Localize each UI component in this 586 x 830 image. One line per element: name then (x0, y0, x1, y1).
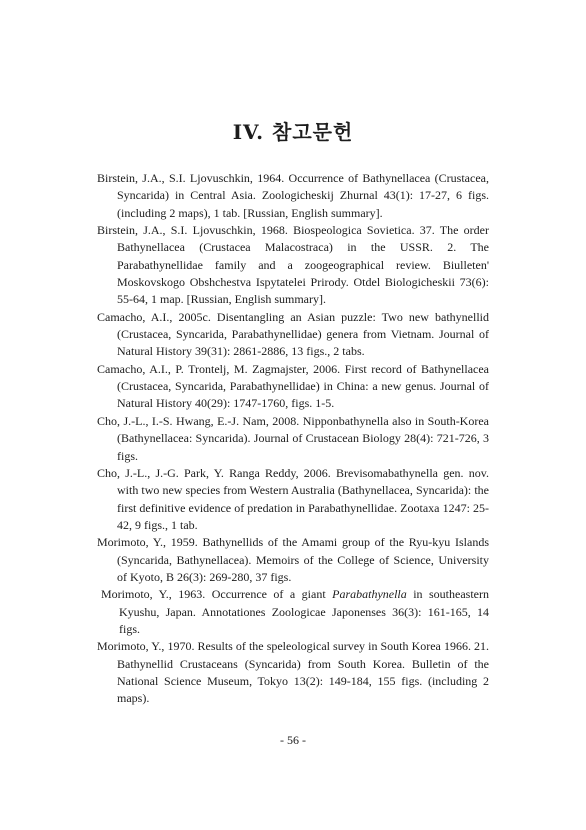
reference-item: Birstein, J.A., S.I. Ljovuschkin, 1968. Biospeologica Sovietica. 37. The order Bathynellacea (Crustacea Malacostraca) in the USSR. 2. The Parabathynellidae family and a zoogeographical review. Biulleten' Moskovskogo Obshchestva Ispytatelei Prirody. Otdel Biologicheskii 73(6): 55-64, 1 map. [Russian, English summary]. (97, 223, 489, 307)
reference-item: Morimoto, Y., 1959. Bathynellids of the Amami group of the Ryu-kyu Islands (Syncarida, Bathynellacea). Memoirs of the College of Science, University of Kyoto, B 26(3): 269-280, 37 figs. (97, 535, 489, 584)
reference-text: in southeastern Kyushu, Japan. Annotationes Zoologicae Japonenses 36(3): 161-165, 14 figs. (119, 587, 489, 636)
reference-item (97, 586, 489, 638)
reference-item: Morimoto, Y., 1970. Results of the speleological survey in South Korea 1966. 21. Bathynellid Crustaceans (Syncarida) from South Korea. Bulletin of the National Science Museum, Tokyo 13(2): 149-184, 155 figs. (including 2 maps). (97, 639, 489, 706)
reference-genus-italic: Parabathynella (332, 587, 407, 602)
reference-item: Camacho, A.I., P. Trontelj, M. Zagmajster, 2006. First record of Bathynellacea (Crustacea, Syncarida, Parabathynellidae) in China: a new genus. Journal of Natural History 40(29): 1747-1760, figs. 1-5. (97, 361, 489, 411)
reference-item: Cho, J.-L., J.-G. Park, Y. Ranga Reddy, 2006. Brevisomabathynella gen. nov. with two new species from Western Australia (Bathynellacea, Syncarida): the first definitive evidence of predation in Parabathynellidae. Zootaxa 1247: 25-42, 9 figs., 1 tab. (97, 465, 489, 532)
reference-item: Cho, J.-L., I.-S. Hwang, E.-J. Nam, 2008. Nipponbathynella also in South-Korea (Bathynellacea: Syncarida). Journal of Crustacean Biology 28(4): 721-726, 3 figs. (97, 413, 489, 463)
page-number: - 56 - (280, 733, 306, 747)
section-title: IV. 참고문헌 (232, 120, 354, 144)
reference-list (97, 170, 489, 708)
reference-item: Camacho, A.I., 2005c. Disentangling an Asian puzzle: Two new bathynellid (Crustacea, Syncarida, Parabathynellidae) genera from Vietnam. Journal of Natural History 39(31): 2861-2886, 13 figs., 2 tabs. (97, 309, 489, 359)
reference-text: Morimoto, Y., 1963. Occurrence of a giant (101, 587, 333, 602)
reference-item: Birstein, J.A., S.I. Ljovuschkin, 1964. Occurrence of Bathynellacea (Crustacea, Syncarida) in Central Asia. Zoologicheskij Zhurnal 43(1): 17-27, 6 figs. (including 2 maps), 1 tab. [Russian, English summary]. (97, 171, 489, 220)
